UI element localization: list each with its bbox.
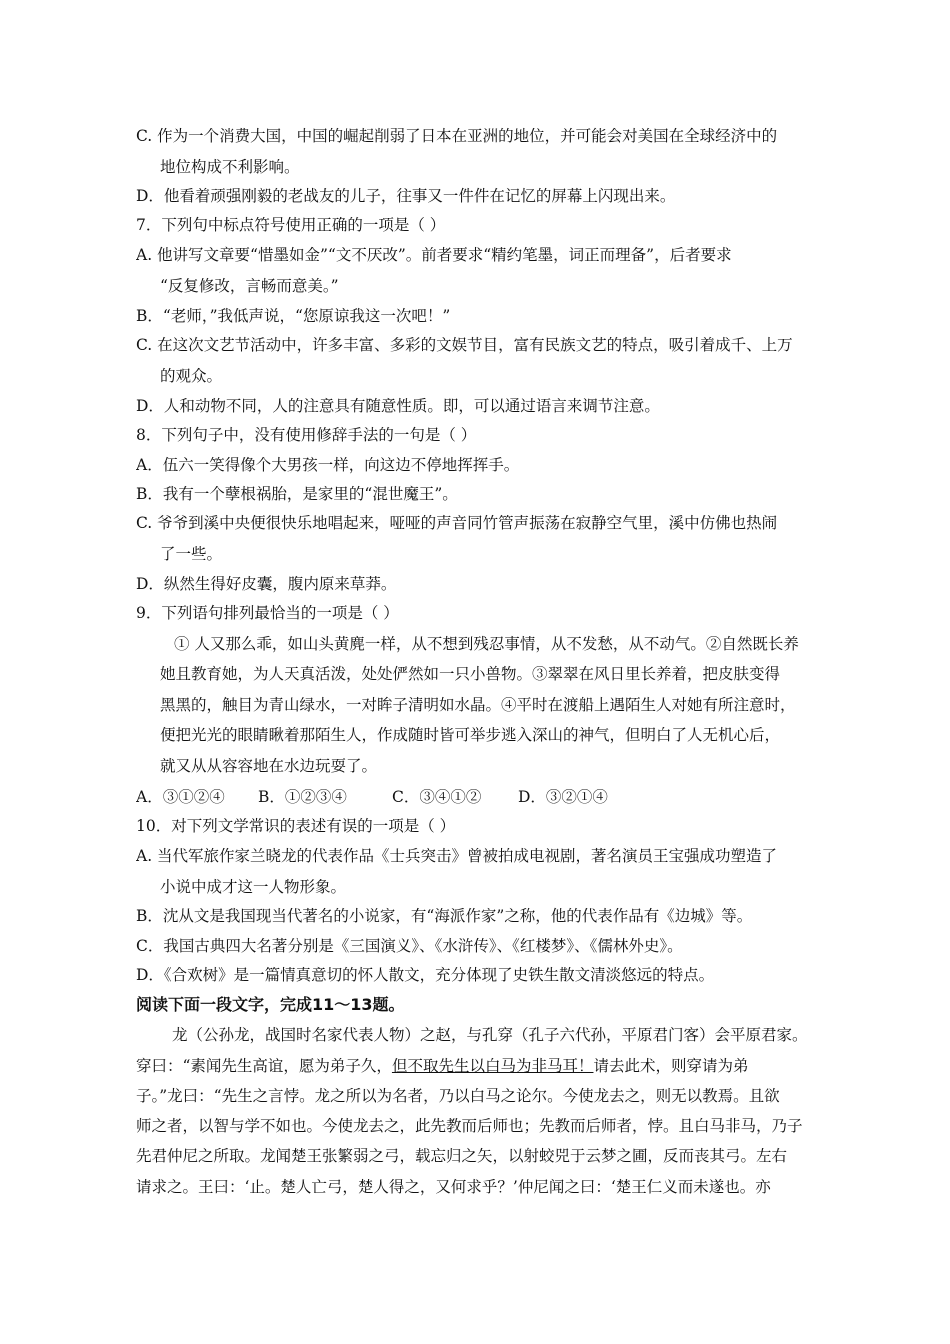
q9-passage-line1: ① 人又那么乖，如山头黄麂一样，从不想到残忍事情，从不发愁，从不动气。②自然既长养 [174, 635, 799, 653]
q7-option-a-line2: “反复修改，言畅而意美。” [160, 277, 339, 295]
q10-option-c: C．我国古典四大名著分别是《三国演义》、《水浒传》、《红楼梦》、《儒林外史》。 [136, 937, 683, 955]
reading-passage-line5: 先君仲尼之所取。龙闻楚王张繁弱之弓，载忘归之矢，以射蛟兕于云梦之圃，反而丧其弓。左右 [136, 1147, 788, 1165]
q8-stem: 8．下列句子中，没有使用修辞手法的一句是（ ） [136, 426, 477, 444]
q9-passage-line2: 她且教育她，为人天真活泼，处处俨然如一只小兽物。③翠翠在风日里长养着，把皮肤变得 [160, 665, 781, 683]
q10-stem: 10．对下列文学常识的表述有误的一项是（ ） [136, 817, 456, 835]
q6-option-c-line2: 地位构成不利影响。 [160, 158, 300, 176]
q10-option-b: B．沈从文是我国现当代著名的小说家，有“海派作家”之称，他的代表作品有《边城》等。 [136, 907, 753, 925]
q7-option-b: B．“老师，”我低声说，“您原谅我这一次吧！” [136, 307, 451, 325]
reading-section-heading: 阅读下面一段文字，完成11～13题。 [136, 995, 405, 1014]
q7-stem: 7．下列句中标点符号使用正确的一项是（ ） [136, 216, 446, 234]
q8-option-b: B．我有一个孽根祸胎，是家里的“混世魔王”。 [136, 485, 458, 503]
q6-option-c-line1: C. 作为一个消费大国，中国的崛起削弱了日本在亚洲的地位，并可能会对美国在全球经济中的 [136, 127, 778, 145]
q7-option-c-line1: C. 在这次文艺节活动中，许多丰富、多彩的文娱节目，富有民族文艺的特点，吸引着成千、上万 [136, 336, 793, 354]
q7-option-d: D．人和动物不同，人的注意具有随意性质。即，可以通过语言来调节注意。 [136, 397, 660, 415]
q9-option-d: D．③②①④ [518, 788, 608, 806]
q8-option-c-line2: 了一些。 [160, 545, 223, 563]
q9-option-a: A．③①②④ [136, 788, 225, 806]
q8-option-c-line1: C. 爷爷到溪中央便很快乐地唱起来，哑哑的声音同竹管声振荡在寂静空气里，溪中仿佛也热闹 [136, 514, 778, 532]
q9-passage-line4: 便把光光的眼睛瞅着那陌生人，作成随时皆可举步逃入深山的神气，但明白了人无机心后， [160, 726, 781, 744]
reading-passage-line2-start: 穿曰：“素闻先生高谊，愿为弟子久， [136, 1057, 392, 1075]
q10-option-d: D．《合欢树》是一篇情真意切的怀人散文，充分体现了史铁生散文清淡悠远的特点。 [136, 966, 715, 984]
q9-passage-line3: 黑黑的，触目为青山绿水，一对眸子清明如水晶。④平时在渡船上遇陌生人对她有所注意时， [160, 696, 796, 714]
q7-option-a-line1: A. 他讲写文章要“惜墨如金”“文不厌改”。前者要求“精约笔墨，词正而理备”，后者要求 [136, 246, 732, 264]
reading-passage-line2-end: 请去此术，则穿请为弟 [593, 1057, 749, 1075]
q8-option-d: D．纵然生得好皮囊，腹内原来草莽。 [136, 575, 397, 593]
reading-passage-line1: 龙（公孙龙，战国时名家代表人物）之赵，与孔穿（孔子六代孙，平原君门客）会平原君家。 [172, 1026, 808, 1044]
q10-option-a-line1: A. 当代军旅作家兰晓龙的代表作品《士兵突击》曾被拍成电视剧，著名演员王宝强成功塑造了 [136, 847, 778, 865]
reading-passage-line4: 师之者，以智与学不如也。今使龙去之，此先教而后师也；先教而后师者，悖。且白马非马，乃子 [136, 1117, 803, 1135]
q9-option-b: B．①②③④ [258, 788, 347, 806]
q7-option-c-line2: 的观众。 [160, 367, 223, 385]
q9-passage-line5: 就又从从容容地在水边玩耍了。 [160, 757, 378, 775]
q10-option-a-line2: 小说中成才这一人物形象。 [160, 878, 347, 896]
q9-options [136, 787, 826, 807]
reading-passage-line2 [136, 1056, 826, 1076]
underlined-sentence: 但不取先生以白马为非马耳！ [391, 1057, 594, 1075]
reading-passage-line3: 子。”龙曰：“先生之言悖。龙之所以为名者，乃以白马之论尔。今使龙去之，则无以教焉。且欲 [136, 1087, 780, 1105]
q9-option-c: C．③④①② [392, 788, 482, 806]
q8-option-a: A．伍六一笑得像个大男孩一样，向这边不停地挥挥手。 [136, 456, 520, 474]
reading-passage-line6: 请求之。王曰：‘止。楚人亡弓，楚人得之，又何求乎？’仲尼闻之曰：‘楚王仁义而未遂也。亦 [136, 1178, 771, 1196]
q9-stem: 9．下列语句排列最恰当的一项是（ ） [136, 604, 399, 622]
q6-option-d: D．他看着顽强刚毅的老战友的儿子，往事又一件件在记忆的屏幕上闪现出来。 [136, 187, 676, 205]
